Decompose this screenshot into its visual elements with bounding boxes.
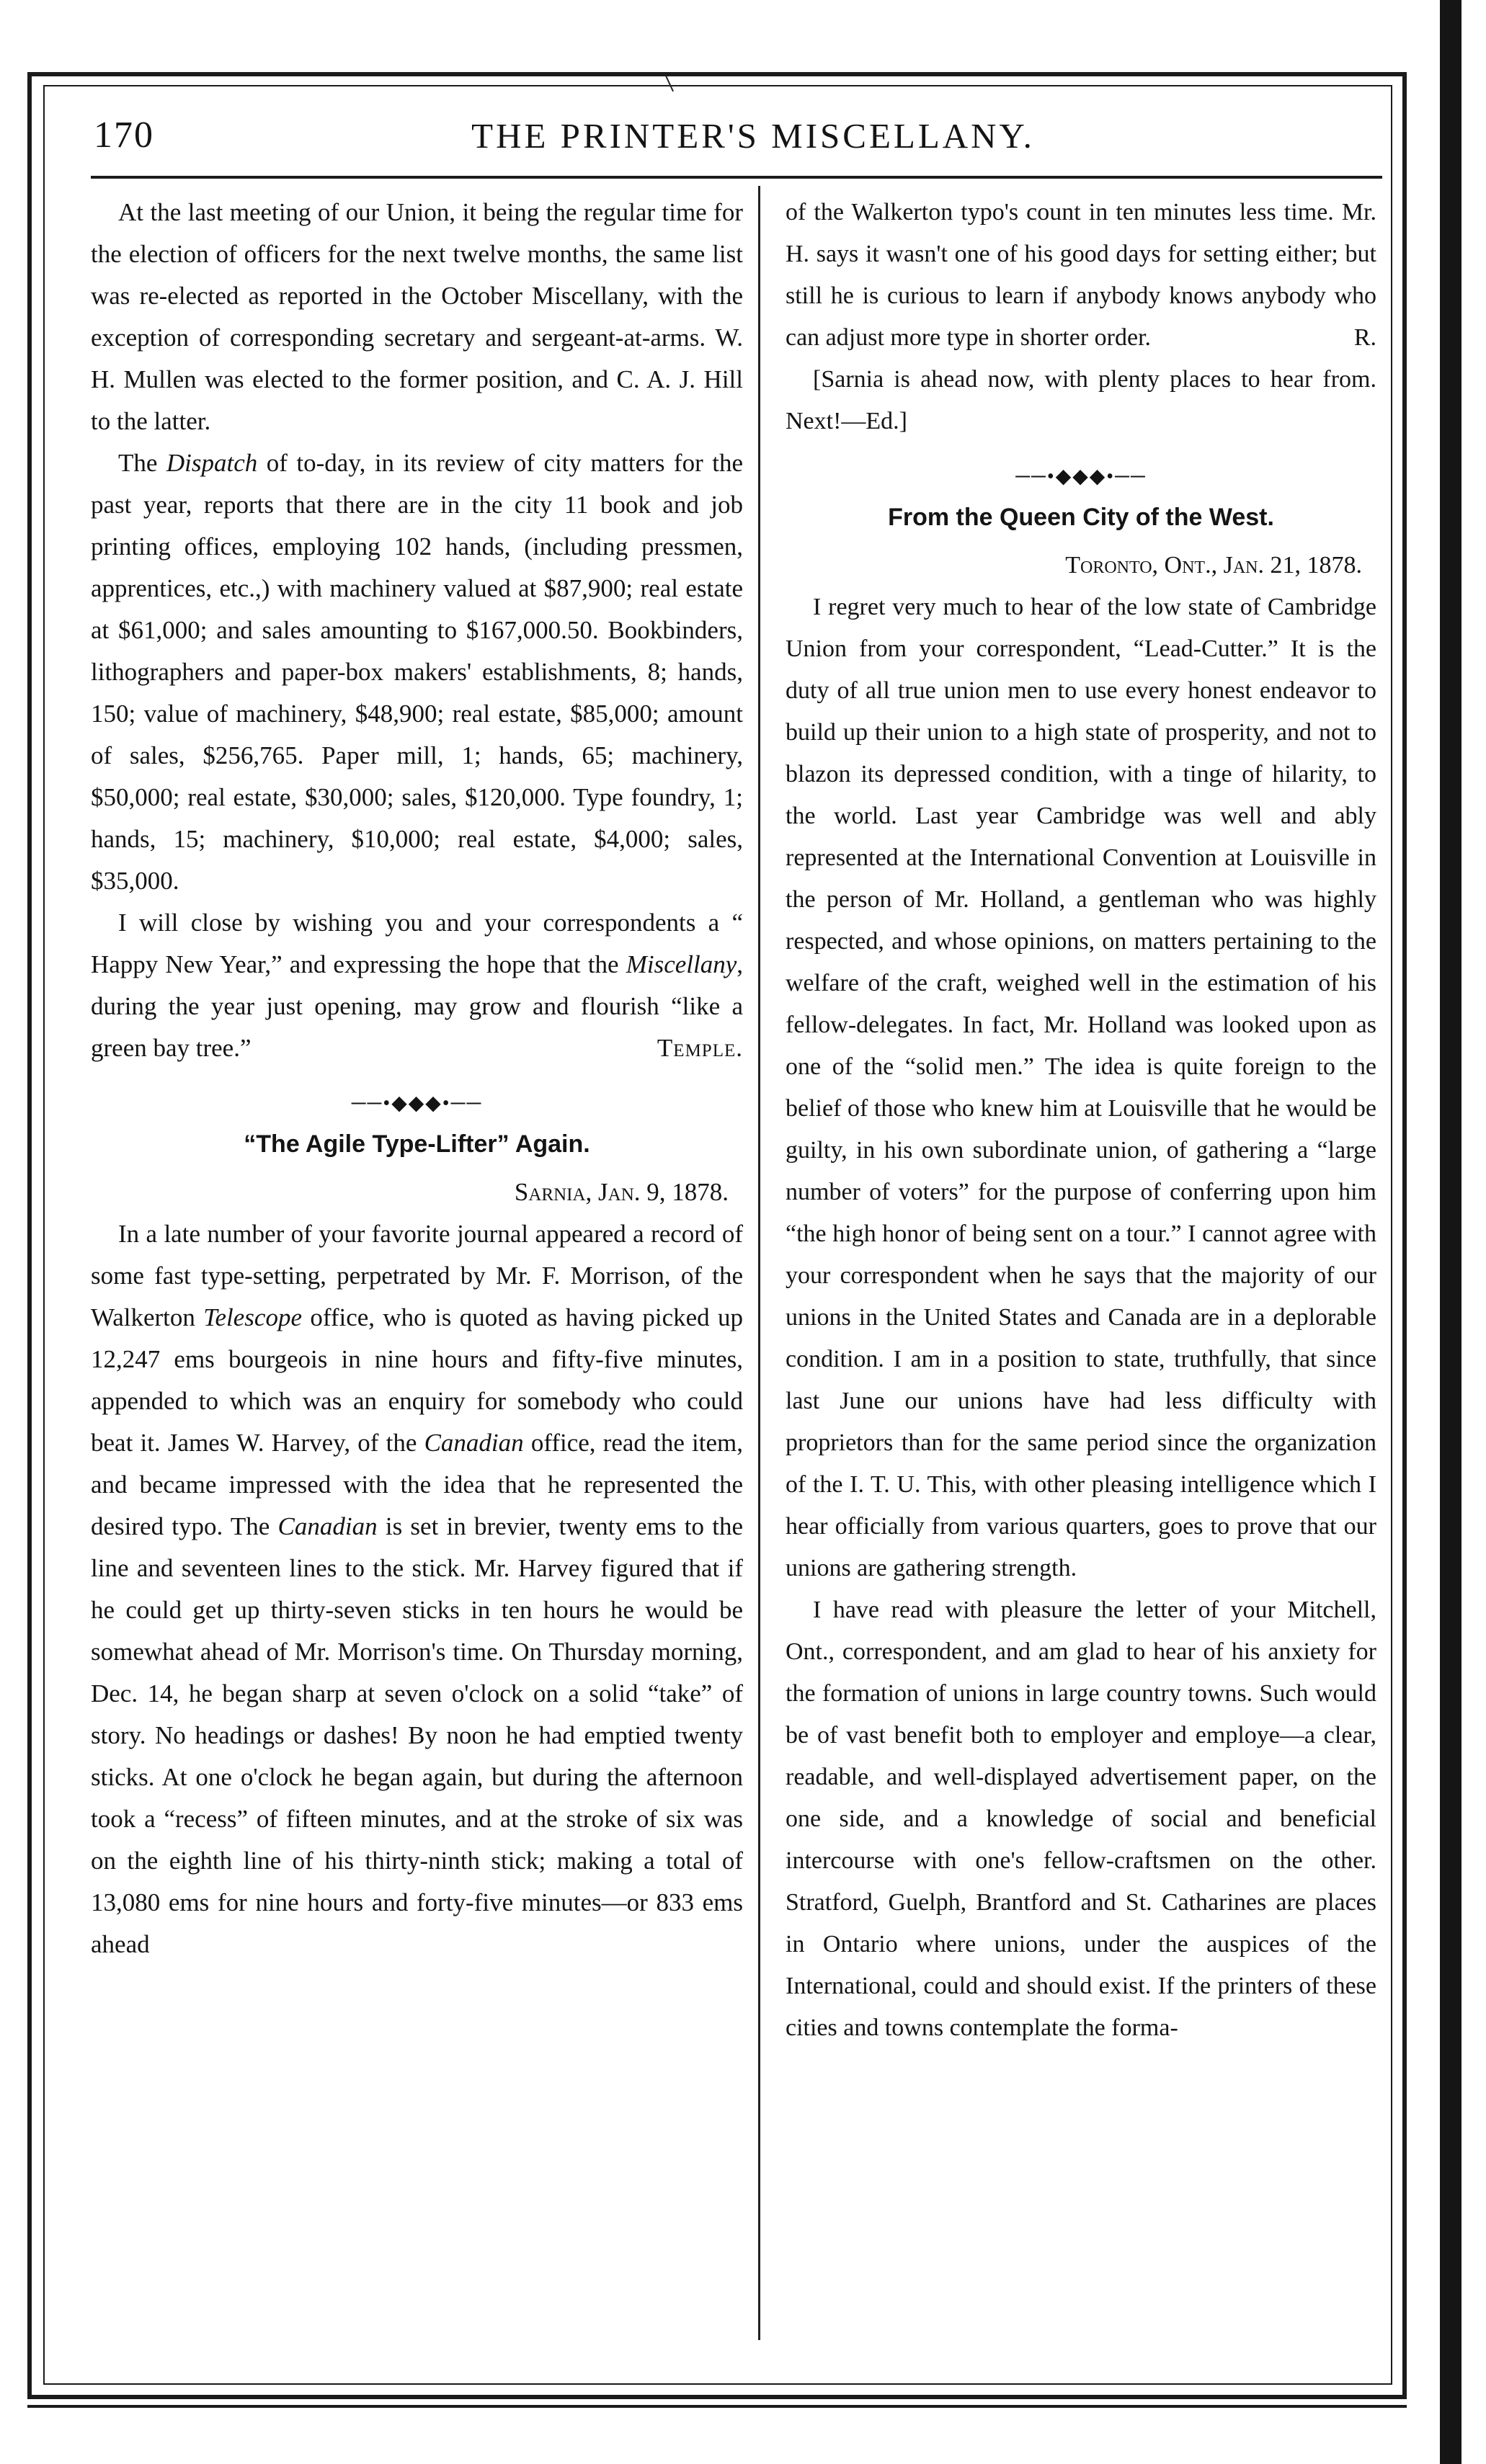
publication-name-canadian: Canadian (277, 1512, 378, 1540)
publication-name-canadian: Canadian (424, 1429, 524, 1457)
text-run: office, who is quoted as having picked up 12,247 ems bourgeois in nine hours and fifty-five minutes, appended to which was an enquiry for somebody who could beat it. James W. Harvey, of the (91, 1303, 744, 1457)
dateline-sarnia: Sarnia, Jan. 9, 1878. (514, 1178, 729, 1206)
text-run: of the Walkerton typo's count in ten minutes less time. Mr. H. says it wasn't one of his good days for setting either; but still he is curious to learn if anybody knows anybody who can adjust more type in shorter order. (786, 199, 1376, 351)
page-number: 170 (94, 115, 154, 156)
signature-r: R. (1353, 324, 1376, 351)
text-run: , during the year just opening, may grow and flourish “like a green bay tree.” (91, 950, 743, 1062)
text-run: is set in brevier, twenty ems to the line and seventeen lines to the stick. Mr. Harvey figured that if he could get up thirty-seven sticks in ten hours he would be somewhat ahead of Mr. Morrison's time. On Thursday morning, Dec. 14, he began sharp at seven o'clock on a solid “take” of story. No headings or dashes! By noon he had emptied twenty sticks. At one o'clock he began again, but during the afternoon took a “recess” of fifteen minutes, and at the stroke of six was on the eighth line of his thirty-ninth stick; making a total of 13,080 ems for nine hours and forty-five minutes—or 833 ems ahead (91, 1512, 743, 1958)
text-run: The (118, 449, 166, 477)
paragraph-cambridge-union: I regret very much to hear of the low state of Cambridge Union from your correspondent, “Lead-Cutter.” It is the duty of all true union men to use every honest endeavor to build up their union to a high state of prosperity, and not to blazon its depressed condition, with a tinge of hilarity, to the world. Last year Cambridge was well and ably represented at the International Convention at Louisville in the person of Mr. Holland, a gentleman who was highly respected, and whose opinions, on matters pertaining to the welfare of the craft, weighed well in the estimation of his fellow-delegates. In fact, Mr. Holland was looked upon as one of the “solid men.” The idea is quite foreign to the belief of those who knew him at Louisville that he would be guilty, in his own subordinate union, of gathering a “large number of voters” for the purpose of conferring upon him “the high honor of being sent on a tour.” I cannot agree with your correspondent when he says that the majority of our unions in the United States and Canada are in a deplorable condition. I am in a position to state, truthfully, that since last June our unions have had less difficulty with proprietors than for the same period since the organization of the I. T. U. This, with other pleasing intelligence which I hear officially from various quarters, goes to prove that our unions are gathering strength. (786, 594, 1376, 1581)
running-head (94, 114, 1384, 161)
binding-edge (1440, 0, 1461, 2464)
publication-name-telescope: Telescope (203, 1303, 302, 1331)
signature-temple: Temple. (657, 1034, 743, 1062)
text-run: I will close by wishing you and your correspondents a “ Happy New Year,” and expressing the hope that the (91, 909, 743, 978)
dateline-toronto: Toronto, Ont., Jan. 21, 1878. (1065, 552, 1362, 579)
text-run: of to-day, in its review of city matters for the past year, reports that there are in the city 11 book and job printing offices, employing 102 hands, (including pressmen, apprentices, etc.,) with machinery valued at $87,900; real estate at $61,000; and sales amounting to $167,000.50. Bookbinders, lithographers and paper-box makers' establishments, 8; hands, 150; value of machinery, $48,900; real estate, $85,000; amount of sales, $256,765. Paper mill, 1; hands, 65; machinery, $50,000; real estate, $30,000; sales, $120,000. Type foundry, 1; hands, 15; machinery, $10,000; real estate, $4,000; sales, $35,000. (91, 449, 743, 895)
paragraph-mitchell-letter: I have read with pleasure the letter of your Mitchell, Ont., correspondent, and am glad to hear of his anxiety for the formation of unions in large country towns. Such would be of vast benefit both to employer and employe—a clear, readable, and well-displayed advertisement paper, on the one side, and a knowledge of social and beneficial intercourse with one's fellow-craftsmen on the other. Stratford, Guelph, Brantford and St. Catharines are places in Ontario where unions, under the auspices of the International, could and should exist. If the printers of these cities and towns contemplate the forma- (786, 1597, 1376, 2041)
section-ornament: ──•◆◆◆•── (351, 1092, 483, 1115)
publication-name-miscellany: Miscellany (626, 950, 737, 978)
editor-note: [Sarnia is ahead now, with plenty places to hear from. Next!—Ed.] (786, 366, 1376, 434)
paragraph-union-election: At the last meeting of our Union, it being the regular time for the election of officers for the next twelve months, the same list was re-elected as reported in the October Miscellany, with the exception of corresponding secretary and sergeant-at-arms. W. H. Mullen was elected to the former position, and C. A. J. Hill to the latter. (91, 198, 743, 435)
paragraph-closing-wishes (91, 902, 743, 1069)
publication-name-dispatch: Dispatch (166, 449, 258, 477)
paragraph-type-lifter (91, 1213, 743, 1965)
paragraph-dispatch-review (91, 442, 743, 902)
article-heading-type-lifter: “The Agile Type-Lifter” Again. (244, 1130, 590, 1158)
right-column (786, 192, 1376, 2049)
column-divider (758, 186, 760, 2340)
article-heading-queen-city: From the Queen City of the West. (888, 504, 1274, 531)
text-run: In a late number of your favorite journal appeared a record of some fast type-setting, perpetrated by Mr. F. Morrison, of the Walkerton (91, 1220, 743, 1331)
section-ornament: ──•◆◆◆•── (1015, 465, 1147, 488)
left-column (91, 192, 743, 1965)
bottom-rule (27, 2405, 1407, 2408)
paragraph-continuation (786, 192, 1376, 359)
text-run: office, read the item, and became impressed with the idea that he represented the desired typo. The (91, 1429, 743, 1540)
head-rule (91, 176, 1382, 179)
journal-title: THE PRINTER'S MISCELLANY. (471, 116, 1035, 156)
